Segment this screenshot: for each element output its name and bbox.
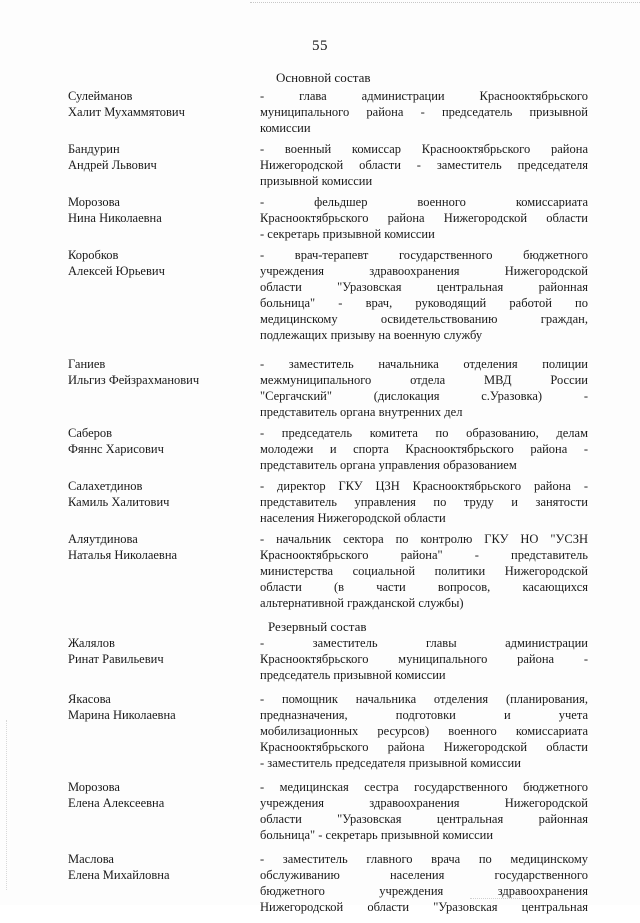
member-role-line: - заместитель главы администрации — [260, 636, 588, 650]
member-role-line: межмуниципального отдела МВД России — [260, 373, 588, 387]
member-role-line: бюджетного учреждения здравоохранения — [260, 884, 588, 898]
member-given-names: Нина Николаевна — [68, 211, 162, 225]
member-role-line: - директор ГКУ ЦЗН Краснооктябрьского района - — [260, 479, 588, 493]
member-entry — [68, 88, 588, 136]
member-entry — [68, 691, 588, 771]
member-role-line: - врач-терапевт государственного бюджетного — [260, 248, 588, 262]
member-role-line: области (в части вопросов, касающихся — [260, 580, 588, 594]
member-given-names: Фяннс Харисович — [68, 442, 164, 456]
member-name — [68, 141, 260, 173]
member-name — [68, 635, 260, 667]
member-role-line: представитель органа управления образованием — [260, 458, 517, 472]
member-entry — [68, 779, 588, 843]
scan-artifact — [250, 2, 640, 3]
member-given-names: Ринат Равильевич — [68, 652, 164, 666]
member-given-names: Халит Мухаммятович — [68, 105, 185, 119]
member-surname: Коробков — [68, 248, 119, 262]
member-role-line: председатель призывной комиссии — [260, 668, 446, 682]
member-role-line: представитель органа внутренних дел — [260, 405, 463, 419]
member-role-line: больница" - секретарь призывной комиссии — [260, 828, 494, 842]
page-number: 55 — [312, 38, 328, 54]
member-name — [68, 88, 260, 120]
member-role — [260, 635, 588, 683]
member-role-line: области "Уразовская центральная районная — [260, 812, 588, 826]
member-surname: Сулейманов — [68, 89, 133, 103]
member-entry — [68, 425, 588, 473]
member-surname: Саберов — [68, 426, 113, 440]
member-role-line: населения Нижегородской области — [260, 511, 446, 525]
section-heading-reserve: Резервный состав — [268, 619, 367, 634]
main-members-list — [68, 88, 588, 611]
member-entry — [68, 356, 588, 420]
member-role-line: - секретарь призывной комиссии — [260, 227, 435, 241]
member-given-names: Андрей Львович — [68, 158, 157, 172]
member-role-line: Краснооктябрьского района Нижегородской области — [260, 211, 588, 225]
member-role-line: призывной комиссии — [260, 174, 373, 188]
member-name — [68, 691, 260, 723]
member-role-line: министерства социальной политики Нижегородской — [260, 564, 588, 578]
member-given-names: Елена Алексеевна — [68, 796, 165, 810]
member-role-line: альтернативной гражданской службы) — [260, 596, 464, 610]
member-surname: Салахетдинов — [68, 479, 143, 493]
member-role-line: - медицинская сестра государственного бюджетного — [260, 780, 588, 794]
member-name — [68, 478, 260, 510]
member-role — [260, 691, 588, 771]
member-given-names: Камиль Халитович — [68, 495, 170, 509]
member-role — [260, 531, 588, 611]
member-role-line: Нижегородской области - заместитель председателя — [260, 158, 588, 172]
member-role-line: - военный комиссар Краснооктябрьского района — [260, 142, 588, 156]
member-role-line: - помощник начальника отделения (планирования, — [260, 692, 588, 706]
member-surname: Маслова — [68, 852, 114, 866]
member-surname: Жалялов — [68, 636, 115, 650]
member-surname: Якасова — [68, 692, 111, 706]
member-role-line: учреждения здравоохранения Нижегородской — [260, 796, 588, 810]
member-role-line: муниципального района - председатель призывной — [260, 105, 588, 119]
member-role — [260, 779, 588, 843]
member-surname: Ганиев — [68, 357, 106, 371]
member-role-line: Краснооктябрьского муниципального района - — [260, 652, 588, 666]
member-role-line: молодежи и спорта Краснооктябрьского района - — [260, 442, 588, 456]
member-role-line: - фельдшер военного комиссариата — [260, 195, 588, 209]
member-role — [260, 141, 588, 189]
member-name — [68, 531, 260, 563]
member-name — [68, 851, 260, 883]
member-name — [68, 247, 260, 279]
member-role-line: Краснооктябрьского района" - представитель — [260, 548, 588, 562]
member-given-names: Наталья Николаевна — [68, 548, 178, 562]
member-role-line: - заместитель главного врача по медицинскому — [260, 852, 588, 866]
member-role-line: "Сергачский" (дислокация с.Уразовка) - — [260, 389, 588, 403]
member-role-line: - глава администрации Краснооктябрьского — [260, 89, 588, 103]
member-entry — [68, 531, 588, 611]
section-heading-main: Основной состав — [276, 70, 371, 85]
member-role-line: - заместитель начальника отделения полиции — [260, 357, 588, 371]
member-name — [68, 779, 260, 811]
member-role — [260, 478, 588, 526]
member-name — [68, 425, 260, 457]
member-role — [260, 851, 588, 915]
member-given-names: Ильгиз Фейзрахманович — [68, 373, 200, 387]
scan-artifact — [6, 720, 7, 890]
member-surname: Морозова — [68, 780, 120, 794]
member-role-line: предназначения, подготовки и учета — [260, 708, 588, 722]
member-role-line: комиссии — [260, 121, 311, 135]
member-entry — [68, 141, 588, 189]
member-role-line: области "Уразовская центральная районная — [260, 280, 588, 294]
member-entry — [68, 635, 588, 683]
member-entry — [68, 851, 588, 915]
member-role — [260, 247, 588, 343]
reserve-members-list — [68, 635, 588, 915]
member-role-line: больница" - врач, руководящий работой по — [260, 296, 588, 310]
member-given-names: Алексей Юрьевич — [68, 264, 165, 278]
member-role — [260, 88, 588, 136]
member-role-line: учреждения здравоохранения Нижегородской — [260, 264, 588, 278]
member-role-line: представитель управления по труду и занятости — [260, 495, 588, 509]
member-entry — [68, 247, 588, 343]
member-role-line: - председатель комитета по образованию, делам — [260, 426, 588, 440]
member-role — [260, 356, 588, 420]
member-name — [68, 194, 260, 226]
member-role-line: - начальник сектора по контролю ГКУ НО "УСЗН — [260, 532, 588, 546]
member-role-line: мобилизационных ресурсов) военного комиссариата — [260, 724, 588, 738]
member-role-line: Краснооктябрьского района Нижегородской области — [260, 740, 588, 754]
member-given-names: Елена Михайловна — [68, 868, 170, 882]
member-role-line: Нижегородской области "Уразовская центральная — [260, 900, 588, 914]
member-name — [68, 356, 260, 388]
member-given-names: Марина Николаевна — [68, 708, 176, 722]
member-role — [260, 194, 588, 242]
member-entry — [68, 194, 588, 242]
member-role — [260, 425, 588, 473]
member-role-line: обслуживанию населения государственного — [260, 868, 588, 882]
member-role-line: - заместитель председателя призывной комиссии — [260, 756, 521, 770]
member-surname: Морозова — [68, 195, 120, 209]
member-role-line: медицинскому освидетельствованию граждан, — [260, 312, 588, 326]
commission-list — [68, 70, 588, 923]
member-surname: Аляутдинова — [68, 532, 138, 546]
member-role-line: подлежащих призыву на военную службу — [260, 328, 483, 342]
member-surname: Бандурин — [68, 142, 120, 156]
member-entry — [68, 478, 588, 526]
